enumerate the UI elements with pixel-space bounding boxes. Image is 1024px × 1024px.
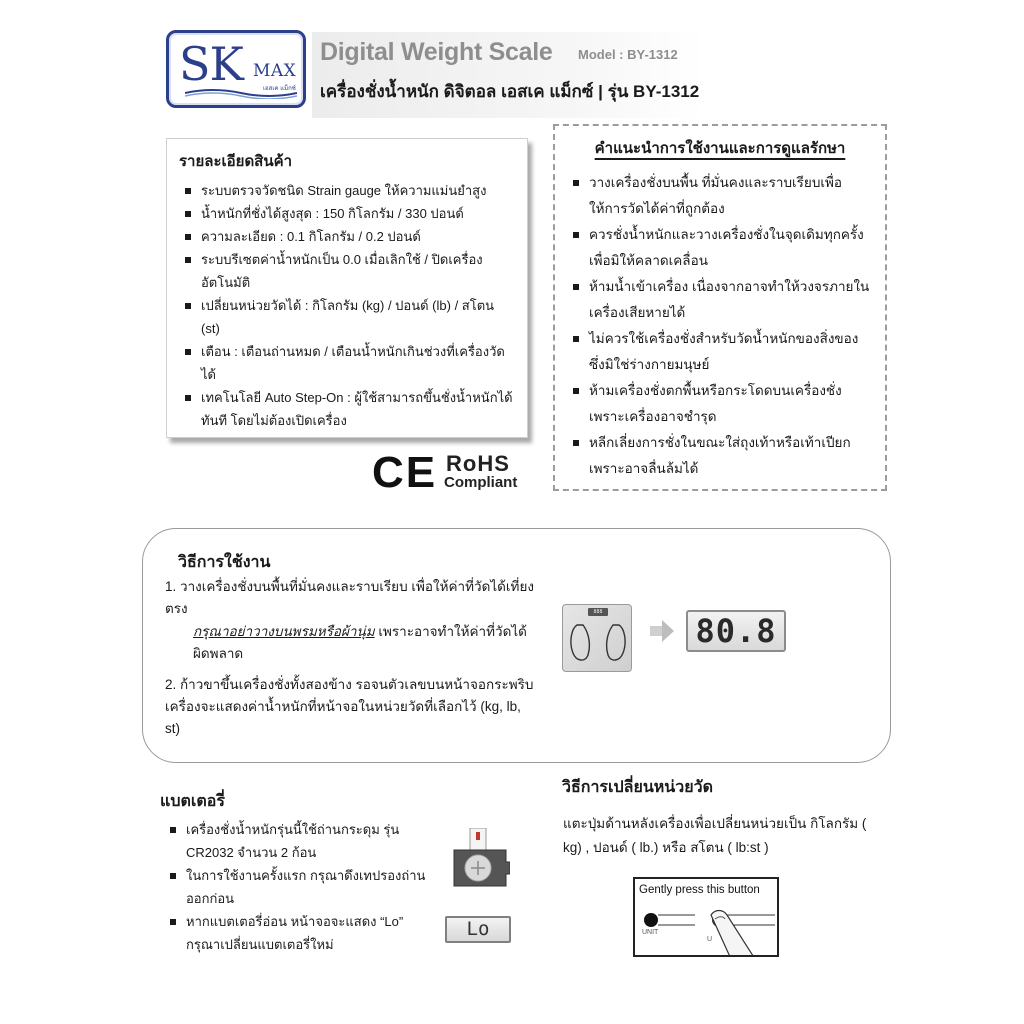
logo-thai-text: เอสเค แม็กซ์ [263, 85, 296, 92]
page-subtitle: เครื่องชั่งน้ำหนัก ดิจิตอล เอสเค แม็กซ์ | รุ่น BY-1312 [320, 82, 700, 101]
list-item: ควรชั่งน้ำหนักและวางเครื่องชั่งในจุดเดิมทุกครั้งเพื่อมิให้คลาดเคลื่อน [567, 222, 873, 274]
list-item: ระบบตรวจวัดชนิด Strain gauge ให้ความแม่นยำสูง [179, 179, 513, 202]
care-heading: คำแนะนำการใช้งานและการดูแลรักษา [594, 140, 846, 157]
logo-main-text: SK [179, 37, 243, 91]
unit-change-text: แตะปุ่มด้านหลังเครื่องเพื่อเปลี่ยนหน่วยเป็น กิโลกรัม ( kg) , ปอนด์ ( lb.) หรือ สโตน ( lb:st ) [563, 816, 867, 855]
unit-button-illustration [633, 877, 779, 957]
product-details-panel [166, 138, 528, 438]
battery-compartment-icon [450, 828, 510, 890]
unit-button-icon [635, 879, 779, 957]
battery-heading: แบตเตอรี่ [160, 793, 225, 810]
battery-list [164, 818, 434, 956]
unit-change-heading: วิธีการเปลี่ยนหน่วยวัด [562, 779, 713, 796]
list-item: เครื่องชั่งน้ำหนักรุ่นนี้ใช้ถ่านกระดุม รุ่น CR2032 จำนวน 2 ก้อน [164, 818, 434, 864]
usage-step-1-note [193, 621, 538, 665]
list-item: ห้ามเครื่องชั่งตกพื้นหรือกระโดดบนเครื่องชั่งเพราะเครื่องอาจชำรุด [567, 378, 873, 430]
usage-step-1: 1. วางเครื่องชั่งบนพื้นที่มั่นคงและราบเรียบ เพื่อให้ค่าที่วัดได้เที่ยงตรง [165, 579, 534, 616]
weight-display: 80.8 [686, 610, 786, 652]
usage-heading: วิธีการใช้งาน [178, 554, 271, 571]
list-item: หากแบตเตอรี่อ่อน หน้าจอจะแสดง “Lo” กรุณาเปลี่ยนแบตเตอรี่ใหม่ [164, 910, 434, 956]
footprints-icon [563, 605, 633, 673]
details-heading: รายละเอียดสินค้า [179, 153, 293, 170]
care-instructions-panel [553, 124, 887, 491]
list-item: เทคโนโลยี Auto Step-On : ผู้ใช้สามารถขึ้นชั่งน้ำหนักได้ทันที โดยไม่ต้องเปิดเครื่อง [179, 386, 513, 432]
page-title: Digital Weight Scale [320, 38, 553, 66]
press-button-caption: Gently press this button [639, 884, 760, 896]
scale-feet-icon [562, 604, 632, 672]
list-item: ห้ามน้ำเข้าเครื่อง เนื่องจากอาจทำให้วงจรภายในเครื่องเสียหายได้ [567, 274, 873, 326]
scale-mini-display: 888 [588, 608, 608, 616]
usage-note-emphasis: กรุณาอย่าวางบนพรมหรือผ้านุ่ม [193, 624, 375, 639]
list-item: น้ำหนักที่ชั่งได้สูงสุด : 150 กิโลกรัม / 330 ปอนด์ [179, 202, 513, 225]
low-battery-display: Lo [445, 916, 511, 943]
list-item: วางเครื่องชั่งบนพื้น ที่มั่นคงและราบเรียบเพื่อให้การวัดได้ค่าที่ถูกต้อง [567, 170, 873, 222]
list-item: เปลี่ยนหน่วยวัดได้ : กิโลกรัม (kg) / ปอนด์ (lb) / สโตน (st) [179, 294, 513, 340]
list-item: ความละเอียด : 0.1 กิโลกรัม / 0.2 ปอนด์ [179, 225, 513, 248]
list-item: ระบบรีเซตค่าน้ำหนักเป็น 0.0 เมื่อเลิกใช้ / ปิดเครื่องอัตโนมัติ [179, 248, 513, 294]
details-list [179, 179, 513, 432]
usage-step-2: 2. ก้าวขาขึ้นเครื่องชั่งทั้งสองข้าง รอจนตัวเลขบนหน้าจอกระพริบ เครื่องจะแสดงค่าน้ำหนักที่หน้าจอในหน่วยวัดที่เลือกไว้ (kg, lb, st) [165, 677, 534, 736]
usage-note-rest: เพราะอาจทำให้ค่าที่วัดได้ผิดพลาด [193, 624, 527, 661]
list-item: เตือน : เตือนถ่านหมด / เตือนน้ำหนักเกินช่วงที่เครื่องวัดได้ [179, 340, 513, 386]
arrow-right-icon [650, 620, 674, 642]
rohs-mark: RoHS [446, 451, 510, 476]
model-label: Model : BY-1312 [578, 47, 678, 62]
list-item: ไม่ควรใช้เครื่องชั่งสำหรับวัดน้ำหนักของสิ่งของซึ่งมิใช่ร่างกายมนุษย์ [567, 326, 873, 378]
brand-logo [166, 30, 306, 108]
logo-sub-text: MAX [253, 61, 297, 81]
list-item: หลีกเลี่ยงการชั่งในขณะใส่ถุงเท้าหรือเท้าเปียกเพราะอาจลื่นล้มได้ [567, 430, 873, 482]
ce-mark-icon: CE [372, 448, 438, 497]
svg-text:U: U [707, 936, 713, 943]
rohs-subtitle: Compliant [444, 474, 518, 491]
unit-label: UNIT [642, 929, 659, 936]
care-list [567, 170, 873, 482]
list-item: ในการใช้งานครั้งแรก กรุณาดึงเทปรองถ่านออกก่อน [164, 864, 434, 910]
